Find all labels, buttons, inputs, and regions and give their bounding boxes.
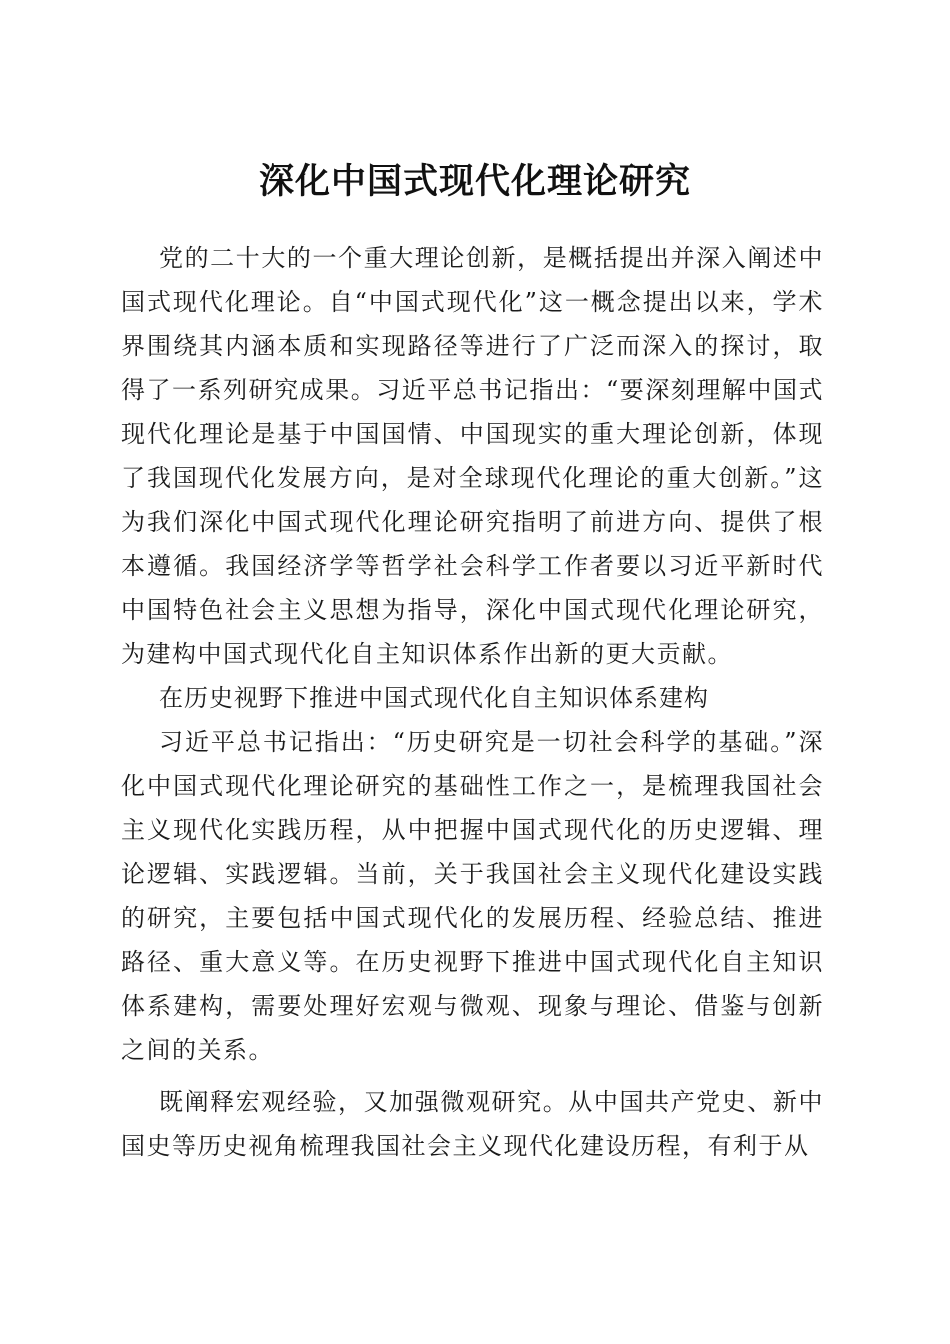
document-body [121,236,824,1168]
section-heading: 在历史视野下推进中国式现代化自主知识体系建构 [159,684,709,712]
document-title: 深化中国式现代化理论研究 [258,161,691,203]
paragraph-history: 习近平总书记指出：“历史研究是一切社会科学的基础。”深化中国式现代化理论研究的基础性工作之一，是梳理我国社会主义现代化实践历程，从中把握中国式现代化的历史逻辑、理论逻辑、实践逻辑。当前，关于我国社会主义现代化建设实践的研究，主要包括中国式现代化的发展历程、经验总结、推进路径、重大意义等。在历史视野下推进中国式现代化自主知识体系建构，需要处理好宏观与微观、现象与理论、借鉴与创新之间的关系。 [121,728,824,1064]
paragraph-intro: 党的二十大的一个重大理论创新，是概括提出并深入阐述中国式现代化理论。自“中国式现代化”这一概念提出以来，学术界围绕其内涵本质和实现路径等进行了广泛而深入的探讨，取得了一系列研究成果。习近平总书记指出：“要深刻理解中国式现代化理论是基于中国国情、中国现实的重大理论创新，体现了我国现代化发展方向，是对全球现代化理论的重大创新。”这为我们深化中国式现代化理论研究指明了前进方向、提供了根本遵循。我国经济学等哲学社会科学工作者要以习近平新时代中国特色社会主义思想为指导，深化中国式现代化理论研究，为建构中国式现代化自主知识体系作出新的更大贡献。 [121,244,824,668]
paragraph-macro-micro: 既阐释宏观经验，又加强微观研究。从中国共产党史、新中国史等历史视角梳理我国社会主义现代化建设历程，有利于从 [121,1088,824,1160]
